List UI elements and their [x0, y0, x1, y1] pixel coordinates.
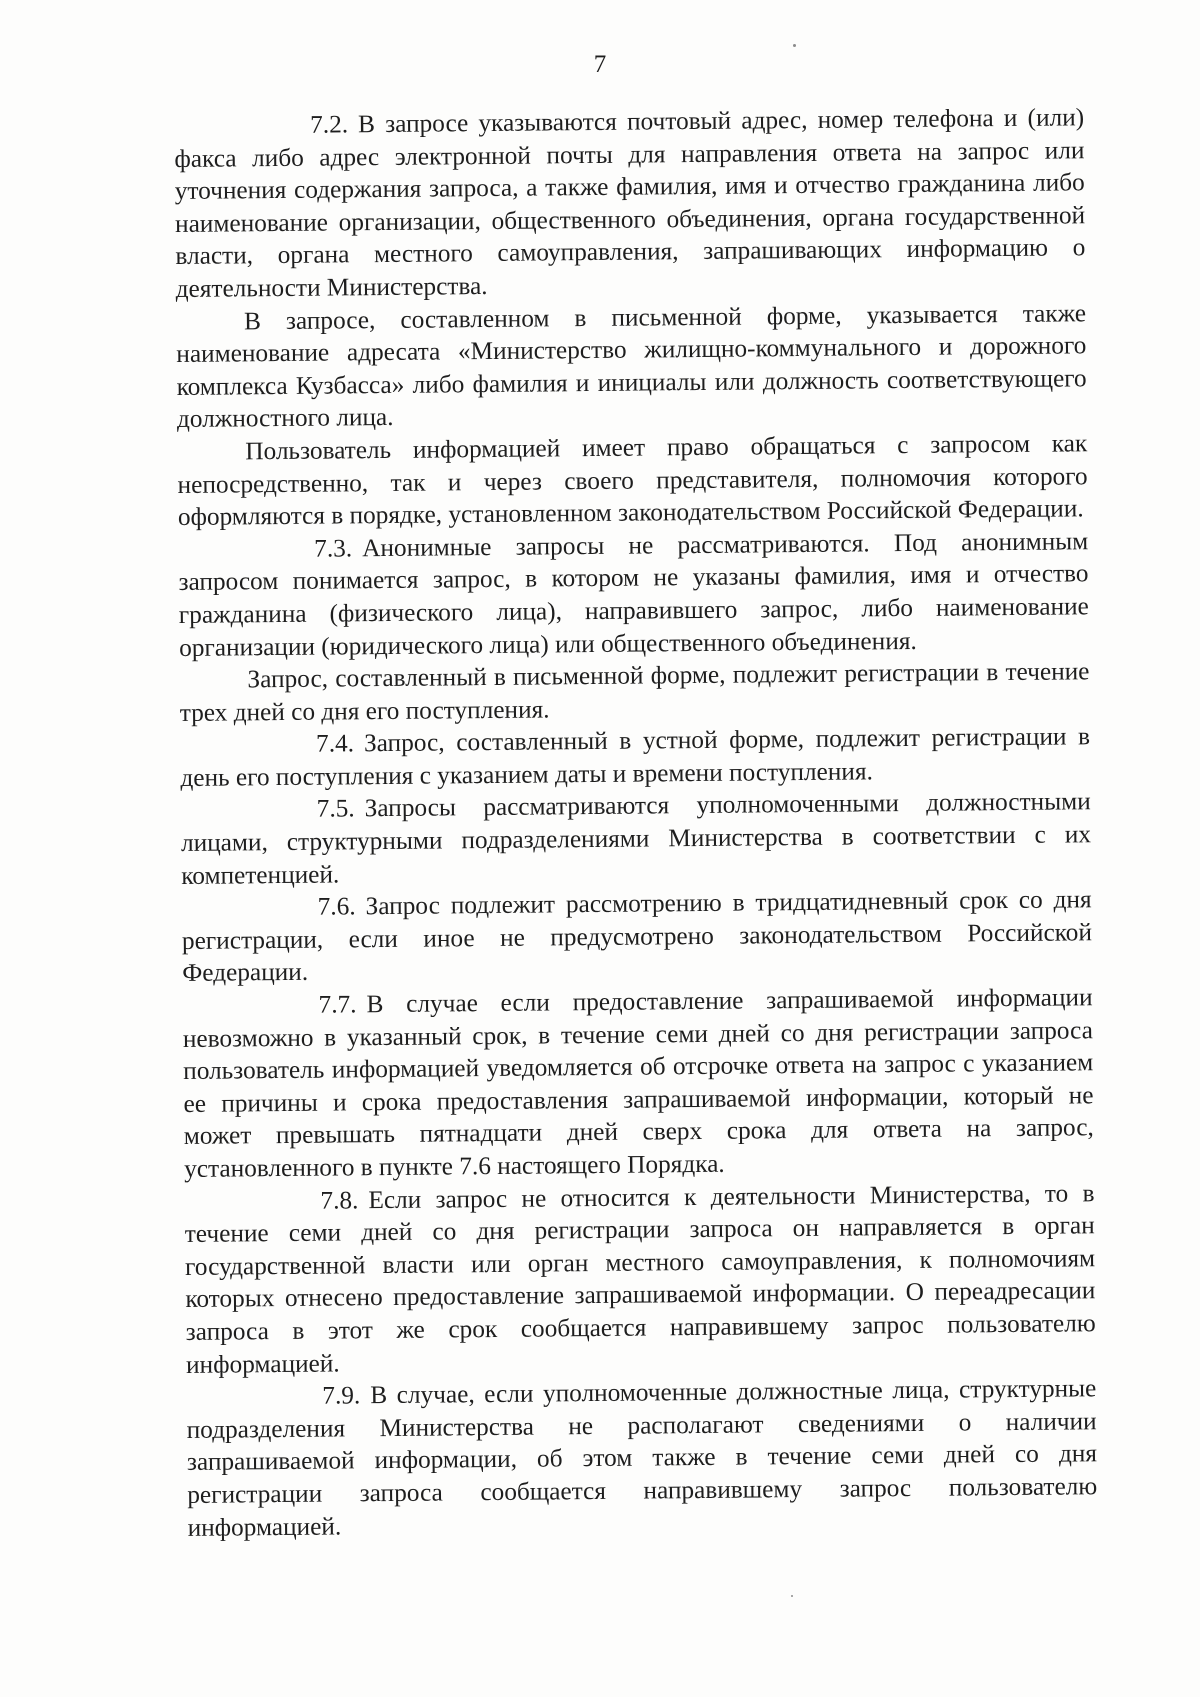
paragraph-text: Запрос, составленный в письменной форме, подлежит регистрации в течение трех дней со дня его поступления. [179, 657, 1090, 727]
paragraph-text: В случае если предоставление запрашиваемой информации невозможно в указанный срок, в течение семи дней со дня регистрации запроса пользователь информацией уведомляется об отсрочке ответа на запрос с указанием ее причины и срока предоставления запрашиваемой информации, который не может превышать пятнадцати дней сверх срока для ответа на запрос, установленного в пункте 7.6 настоящего Порядка. [182, 983, 1094, 1183]
paragraph-text: В запросе указываются почтовый адрес, номер телефона и (или) факса либо адрес электронной почты для направления ответа на запрос или уточнения содержания запроса, а также фамилия, имя и отчество гражданина либо наименование организации, общественного объединения, органа государственной власти, органа местного самоуправления, запрашивающих информацию о деятельности Министерства. [174, 103, 1086, 303]
paragraph-text: Запросы рассматриваются уполномоченными должностными лицами, структурными подразделениями Министерства в соответствии с их компетенцией. [180, 787, 1092, 890]
paragraph-text: Запрос подлежит рассмотрению в тридцатидневный срок со дня регистрации, если иное не предусмотрено законодательством Российской Федерации. [181, 885, 1093, 988]
paragraph-text: Если запрос не относится к деятельности Министерства, то в течение семи дней со дня регистрации запроса он направляется в орган государственной власти или орган местного самоуправления, к полномочиям которых отнесено предоставление запрашиваемой информации. О переадресации запроса в этот же срок сообщается направившему запрос пользователю информацией. [184, 1178, 1096, 1379]
clause-number: 7.4. [315, 729, 355, 758]
paragraph-7-2 [174, 101, 1086, 305]
paragraph-7-8 [184, 1177, 1096, 1381]
paragraph-text: Запрос, составленный в устной форме, подлежит регистрации в день его поступления с указанием даты и времени поступления. [180, 722, 1091, 792]
scan-speck [793, 44, 796, 47]
clause-number: 7.9. [322, 1381, 361, 1410]
clause-number: 7.2. [310, 110, 349, 139]
page-number: 7 [593, 51, 607, 78]
paragraph-addressee [176, 297, 1087, 436]
paragraph-representative [177, 427, 1088, 534]
paragraph-registration [179, 655, 1090, 729]
clause-number: 7.5. [316, 794, 355, 824]
scan-speck [791, 1595, 793, 1597]
paragraph-7-5 [181, 786, 1092, 893]
paragraph-text: В случае, если уполномоченные должностные лица, структурные подразделения Министерства не располагают сведениями о наличии запрашиваемой информации, об этом также в течение семи дней со дня регистрации запроса сообщается направившему запрос пользователю информацией. [186, 1374, 1098, 1542]
clause-number: 7.6. [317, 892, 356, 921]
paragraph-text: Пользователь информацией имеет право обращаться с запросом как непосредственно, так и через своего представителя, полномочия которого оформляются в порядке, установленном законодательством Российской Федерации. [177, 429, 1088, 532]
clause-number: 7.3. [314, 534, 353, 563]
paragraph-text: Анонимные запросы не рассматриваются. Под анонимным запросом понимается запрос, в котором не указаны фамилия, имя и отчество гражданина (физического лица), направившего запрос, либо наименование организации (юридического лица) или общественного объединения. [178, 526, 1089, 662]
clause-number: 7.8. [320, 1185, 359, 1215]
paragraph-text: В запросе, составленном в письменной форме, указывается также наименование адресата «Министерство жилищно-коммунального и дорожного комплекса Кузбасса» либо фамилия и инициалы или должность соответствующего должностного лица. [176, 298, 1087, 434]
clause-number: 7.7. [318, 990, 357, 1019]
paragraph-7-4 [180, 721, 1091, 795]
paragraph-7-3 [178, 525, 1089, 664]
paragraph-7-7 [182, 981, 1094, 1185]
paragraph-7-9 [186, 1372, 1098, 1544]
document-body [174, 101, 1098, 1544]
paragraph-7-6 [182, 883, 1093, 990]
